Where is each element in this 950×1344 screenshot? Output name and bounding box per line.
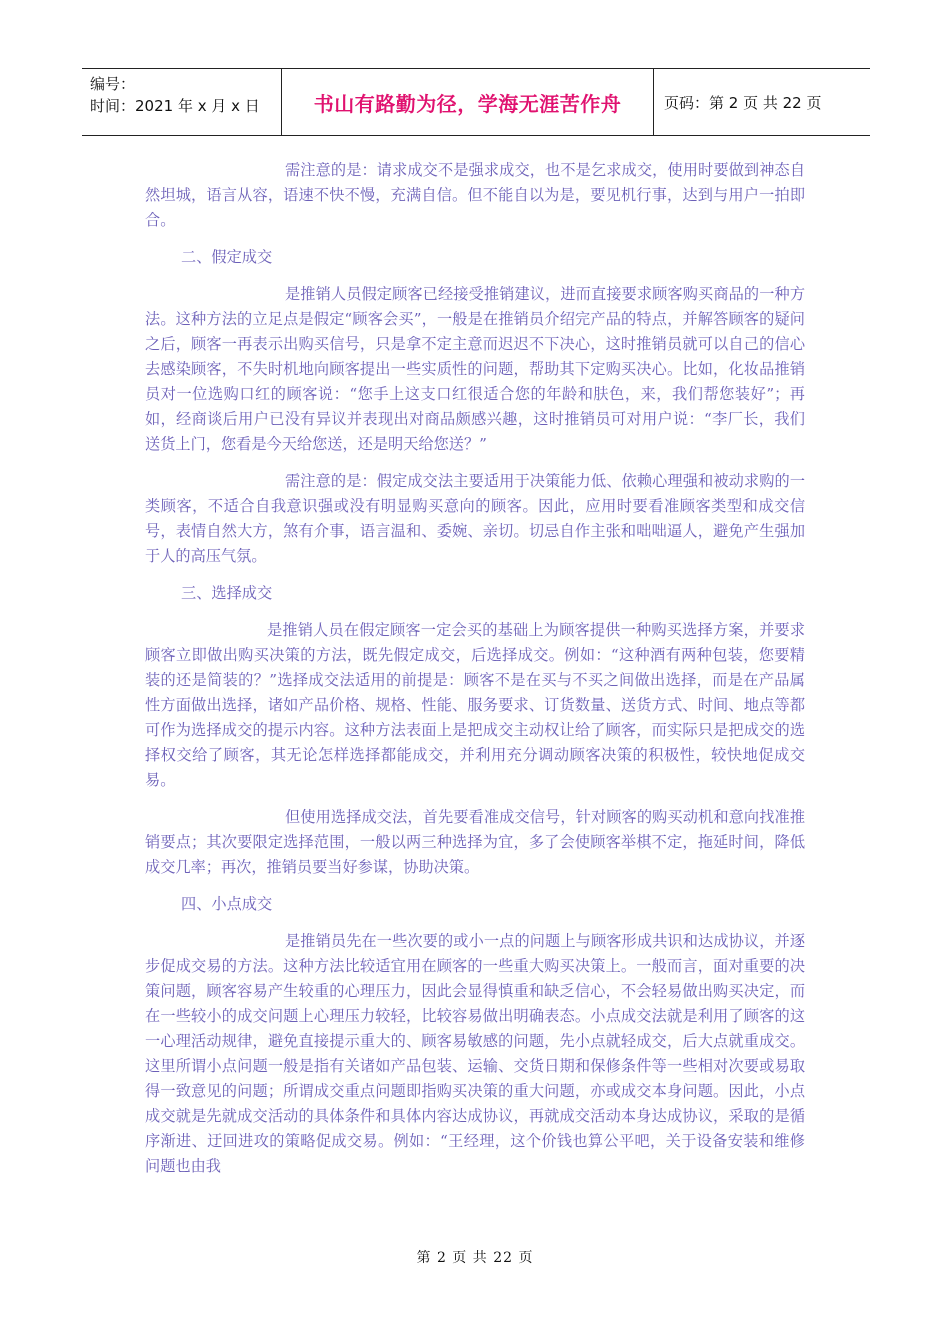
header-page-label: 页码：第 2 页 共 22 页 (664, 93, 822, 112)
section-heading: 四、小点成交 (181, 895, 273, 913)
paragraph: 是推销人员在假定顾客一定会买的基础上为顾客提供一种购买选择方案，并要求顾客立即做出购买决策的方法，既先假定成交，后选择成交。例如：“这种酒有两种包装，您要精装的还是简装的？”选择成交法适用的前提是：顾客不是在买与不买之间做出选择，而是在产品属性方面做出选择，诸如产品价格、规格、性能、服务要求、订货数量、送货方式、时间、地点等都可作为选择成交的提示内容。这种方法表面上是把成交主动权让给了顾客，而实际只是把成交的选择权交给了顾客，其无论怎样选择都能成交，并利用充分调动顾客决策的积极性，较快地促成交易。 (145, 621, 805, 789)
paragraph: 需注意的是：请求成交不是强求成交，也不是乞求成交，使用时要做到神态自然坦城，语言从容，语速不快不慢，充满自信。但不能自以为是，要见机行事，达到与用户一拍即合。 (145, 161, 805, 229)
page-footer: 第 2 页 共 22 页 (416, 1250, 534, 1266)
paragraph: 是推销人员假定顾客已经接受推销建议，进而直接要求顾客购买商品的一种方法。这种方法的立足点是假定“顾客会买”，一般是在推销员介绍完产品的特点，并解答顾客的疑问之后，顾客一再表示出购买信号，只是拿不定主意而迟迟不下决心，这时推销员就可以自己的信心去感染顾客，不失时机地向顾客提出一些实质性的问题，帮助其下定购买决心。比如，化妆品推销员对一位选购口红的顾客说：“您手上这支口红很适合您的年龄和肤色，来，我们帮您装好”；再如，经商谈后用户已没有异议并表现出对商品颇感兴趣，这时推销员可对用户说：“李厂长，我们送货上门，您看是今天给您送，还是明天给您送？” (145, 285, 805, 453)
paragraph: 需注意的是：假定成交法主要适用于决策能力低、依赖心理强和被动求购的一类顾客，不适合自我意识强或没有明显购买意向的顾客。因此，应用时要看准顾客类型和成交信号，表情自然大方，煞有介事，语言温和、委婉、亲切。切忌自作主张和咄咄逼人，避免产生强加于人的高压气氛。 (145, 472, 805, 565)
number-label: 编号： (90, 75, 136, 93)
paragraph: 是推销员先在一些次要的或小一点的问题上与顾客形成共识和达成协议，并逐步促成交易的方法。这种方法比较适宜用在顾客的一些重大购买决策上。一般而言，面对重要的决策问题，顾客容易产生较重的心理压力，因此会显得慎重和缺乏信心，不会轻易做出购买决定，而在一些较小的成交问题上心理压力较轻，比较容易做出明确表态。小点成交法就是利用了顾客的这一心理活动规律，避免直接提示重大的、顾客易敏感的问题，先小点就轻成交，后大点就重成交。这里所谓小点问题一般是指有关诸如产品包装、运输、交货日期和保修条件等一些相对次要或易取得一致意见的问题；所谓成交重点问题即指购买决策的重大问题，亦或成交本身问题。因此，小点成交就是先就成交活动的具体条件和具体内容达成协议，再就成交活动本身达成协议，采取的是循序渐进、迂回进攻的策略促成交易。例如：“王经理，这个价钱也算公平吧，关于设备安装和维修问题也由我 (145, 932, 805, 1175)
paragraph: 但使用选择成交法，首先要看准成交信号，针对顾客的购买动机和意向找准推销要点；其次要限定选择范围，一般以两三种选择为宜，多了会使顾客举棋不定，拖延时间，降低成交几率；再次，推销员要当好参谋，协助决策。 (145, 808, 805, 876)
section-heading: 二、假定成交 (181, 248, 273, 266)
section-heading: 三、选择成交 (181, 584, 273, 602)
header-meta (82, 69, 282, 135)
date-label: 时间：2021 年 x 月 x 日 (90, 97, 260, 115)
header-table (82, 68, 870, 136)
header-motto: 书山有路勤为径，学海无涯苦作舟 (282, 69, 654, 135)
document-body (145, 158, 805, 1191)
